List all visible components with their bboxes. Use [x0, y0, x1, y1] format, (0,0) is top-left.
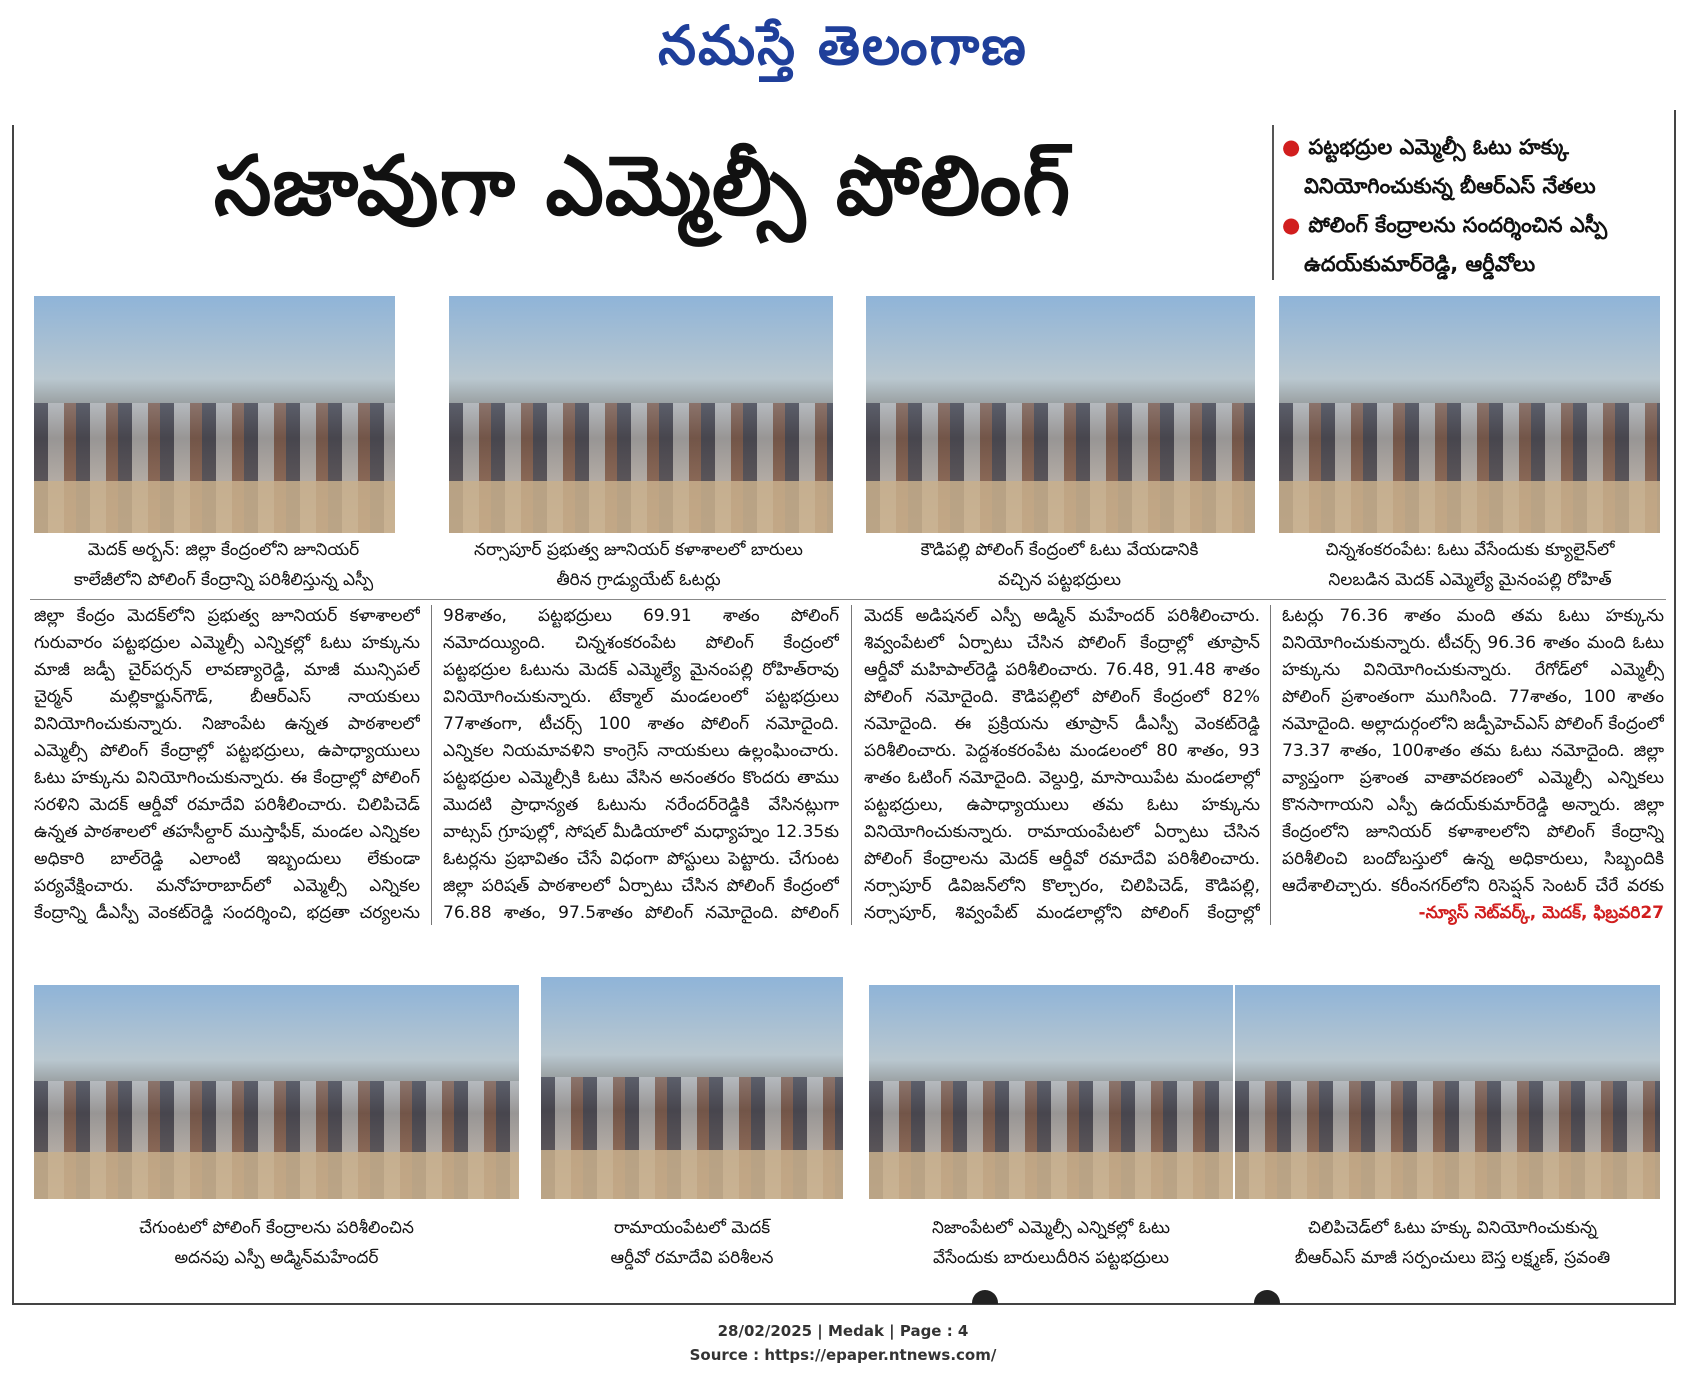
decor-bump [972, 1290, 998, 1304]
caption-top-1-line1: మెదక్ అర్బన్: జిల్లా కేంద్రంలోని జూనియర్ [87, 540, 360, 560]
photo-medak-urban [34, 296, 395, 533]
caption-top-1-line2: కాలేజీలోని పోలింగ్ కేంద్రాన్ని పరిశీలిస్తున్న ఎస్పీ [73, 570, 374, 590]
article-column-4: ఓటర్లు 76.36 శాతం మంది తమ ఓటు హక్కును వినియోగించుకున్నారు. టీచర్స్ 96.36 శాతం మంది ఓటు హక్కును వినియోగించుకున్నారు. రేగోడ్‌లో ఎమ్మెల్సీ పోలింగ్ ప్రశాంతంగా ముగిసింది. 77శాతం, 100 శాతం నమోదైంది. అల్లాదుర్గంలోని జడ్పీహెచ్ఎస్ పోలింగ్ కేంద్రంలో 73.37 శాతం, 100శాతం తమ ఓటు నమోదైంది. జిల్లా వ్యాప్తంగా ప్రశాంత వాతావరణంలో ఎమ్మెల్సీ ఎన్నికలు కొనసాగాయని ఎస్పీ ఉదయ్‌కుమార్‌రెడ్డి అన్నారు. జిల్లా కేంద్రంలోని జూనియర్ కళాశాలలోని పోలింగ్ కేంద్రాన్ని పరిశీలించి బందోబస్తులో ఉన్న అధికారులు, సిబ్బందికి ఆదేశాలిచ్చారు. కరీంనగర్‌లోని రిసెప్షన్ సెంటర్ చేరే వరకు [1282, 606, 1664, 896]
caption-top-3-line2: వచ్చిన పట్టభద్రులు [997, 570, 1122, 590]
news-credit: -న్యూస్ నెట్‌వర్క్, మెదక్, ఫిబ్రవరి27 [1418, 903, 1664, 923]
bullet-dot-icon: ● [1282, 213, 1301, 237]
caption-bottom-3 [862, 1213, 1240, 1273]
footer-edition: 28/02/2025 | Medak | Page : 4 [717, 1322, 969, 1340]
frame-left-rule [12, 125, 14, 1305]
photo-narsapur-queue [449, 296, 833, 533]
caption-top-3-line1: కౌడిపల్లి పోలింగ్ కేంద్రంలో ఓటు వేయడానికి [920, 540, 1199, 560]
photo-chinnashankarampet [1279, 296, 1660, 533]
highlight-2-line1: పోలింగ్ కేంద్రాలను సందర్శించిన ఎస్పీ [1308, 213, 1608, 237]
photo-kaudipalli-booth [866, 296, 1255, 533]
caption-top-4-line1: చిన్నశంకరంపేట: ఓటు వేసేందుకు క్యూలైన్‌లో [1325, 540, 1615, 560]
caption-bottom-4-line1: చిలిపిచెడ్‌లో ఓటు హక్కు వినియోగించుకున్న [1307, 1218, 1597, 1238]
caption-top-4 [1270, 535, 1670, 595]
column-rule [1270, 605, 1271, 925]
photo-nizampet [869, 985, 1233, 1199]
caption-top-2-line1: నర్సాపూర్ ప్రభుత్వ జూనియర్ కళాశాలలో బారులు [474, 540, 803, 560]
caption-bottom-1 [34, 1213, 519, 1273]
caption-rule [30, 599, 1666, 600]
column-rule [851, 605, 852, 925]
bullet-dot-icon: ● [1282, 135, 1301, 159]
footer-source-link[interactable]: Source : https://epaper.ntnews.com/ [689, 1346, 997, 1364]
highlight-2-line2: ఉదయ్‌కుమార్‌రెడ్డి, ఆర్డీవోలు [1304, 252, 1536, 276]
photo-ramayampet [541, 977, 843, 1199]
highlight-1 [1282, 128, 1674, 206]
photo-chilipiched [1235, 985, 1660, 1199]
caption-bottom-1-line2: అదనపు ఎస్పీ అడ్మిన్‌మహేందర్ [174, 1248, 379, 1268]
decor-bump [1254, 1290, 1280, 1304]
frame-bottom-rule [12, 1303, 1676, 1305]
highlights-divider [1272, 125, 1274, 280]
frame-right-rule [1674, 110, 1676, 1305]
highlight-2 [1282, 206, 1674, 284]
caption-top-4-line2: నిలబడిన మెదక్ ఎమ్మెల్యే మైనంపల్లి రోహిత్ [1328, 570, 1612, 590]
article-column-3: మెదక్ అడిషనల్ ఎస్పీ అడ్మిన్ మహేందర్ పరిశీలించారు. శివ్వంపేటలో ఏర్పాటు చేసిన పోలింగ్ కేంద్రాల్లో తూప్రాన్ ఆర్డీవో మహిపాల్‌రెడ్డి పరిశీలించారు. 76.48, 91.48 శాతం పోలింగ్ నమోదైంది. కౌడిపల్లిలో పోలింగ్ కేంద్రంలో 82% నమోదైంది. ఈ ప్రక్రియను తూప్రాన్ డీఎస్పీ వెంకట్‌రెడ్డి పరిశీలించారు. పెద్దశంకరంపేట మండలంలో 80 శాతం, 93 శాతం ఓటింగ్ నమోదైంది. వెల్దుర్తి, మాసాయిపేట మండలాల్లో పట్టభద్రులు, ఉపాధ్యాయులు తమ ఓటు హక్కును వినియోగించుకున్నారు. రామాయంపేటలో ఏర్పాటు చేసిన పోలింగ్ కేంద్రాలను మెదక్ ఆర్డీవో రమాదేవి పరిశీలించారు. నర్సాపూర్ డివిజన్‌లోని కొల్చారం, చిలిపిచెడ్, కౌడిపల్లి, నర్సాపూర్, శివ్వంపేట్ మండలాల్లోని పోలింగ్ కేంద్రాల్లో [864, 606, 1260, 923]
caption-bottom-3-line2: వేసేందుకు బారులుదీరిన పట్టభద్రులు [932, 1248, 1169, 1268]
caption-bottom-2 [530, 1213, 854, 1273]
article-column-1: జిల్లా కేంద్రం మెదక్‌లోని ప్రభుత్వ జూనియర్ కళాశాలలో గురువారం పట్టభద్రుల ఎమ్మెల్సీ ఎన్నికల్లో ఓటు హక్కును మాజీ జడ్పీ చైర్‌పర్సన్ లావణ్యారెడ్డి, మాజీ మున్సిపల్ చైర్మన్ మల్లికార్జున్‌గౌడ్, బీఆర్ఎస్ నాయకులు వినియోగించుకున్నారు. నిజాంపేట ఉన్నత పాఠశాలలో ఎమ్మెల్సీ పోలింగ్ కేంద్రాల్లో పట్టభద్రులు, ఉపాధ్యాయులు ఓటు హక్కును వినియోగించుకున్నారు. ఈ కేంద్రాల్లో పోలింగ్ సరళిని మెదక్ ఆర్డీవో రమాదేవి పరిశీలించారు. చిలిపిచెడ్ ఉన్నత పాఠశాలలో తహసీల్దార్ ముస్తాఫీక్, మండల ఎన్నికల అధికారి బాల్‌రెడ్డి ఎలాంటి ఇబ్బందులు లేకుండా పర్యవేక్షించారు. మనోహరాబాద్‌లో ఎమ్మెల్సీ ఎన్నికల కేంద్రాన్ని డీఎస్పీ వెంకట్‌రెడ్డి సందర్శించి, భద్రతా చర్యలను [34, 606, 420, 923]
caption-top-1 [26, 535, 421, 595]
caption-bottom-4 [1240, 1213, 1665, 1273]
highlight-1-line2: వినియోగించుకున్న బీఆర్ఎస్ నేతలు [1304, 174, 1596, 198]
caption-bottom-3-line1: నిజాంపేటలో ఎమ్మెల్సీ ఎన్నికల్లో ఓటు [931, 1218, 1171, 1238]
caption-bottom-1-line1: చేగుంటలో పోలింగ్ కేంద్రాలను పరిశీలించిన [139, 1218, 414, 1238]
article-column-2: 98శాతం, పట్టభద్రులు 69.91 శాతం పోలింగ్ నమోదయ్యింది. చిన్నశంకరంపేట పోలింగ్ కేంద్రంలో పట్టభద్రుల ఓటును మెదక్ ఎమ్మెల్యే మైనంపల్లి రోహిత్‌రావు వినియోగించుకున్నారు. టేక్మాల్ మండలంలో పట్టభద్రులు 77శాతంగా, టీచర్స్ 100 శాతం పోలింగ్ నమోదైంది. ఎన్నికల నియమావళిని కాంగ్రెస్ నాయకులు ఉల్లంఘించారు. పట్టభద్రుల ఎమ్మెల్సీకి ఓటు వేసిన అనంతరం కొందరు తాము మొదటి ప్రాధాన్యత ఓటును నరేందర్‌రెడ్డికి వేసినట్లుగా వాట్సప్ గ్రూపుల్లో, సోషల్ మీడియాలో మధ్యాహ్నం 12.35కు ఓటర్లను ప్రభావితం చేసే విధంగా పోస్టులు పెట్టారు. చేగుంట జిల్లా పరిషత్ పాఠశాలలో ఏర్పాటు చేసిన పోలింగ్ కేంద్రంలో 76.88 శాతం, 97.5శాతం పోలింగ్ నమోదైంది. పోలింగ్ [443, 606, 839, 923]
headline: సజావుగా ఎమ్మెల్సీ పోలింగ్ [213, 139, 1072, 234]
masthead-logo: నమస్తే తెలంగాణ [658, 13, 1028, 77]
caption-top-3 [857, 535, 1262, 595]
column-rule [431, 605, 432, 925]
caption-bottom-2-line2: ఆర్డీవో రమాదేవి పరిశీలన [610, 1248, 774, 1268]
photo-chegunta [34, 985, 519, 1199]
caption-bottom-4-line2: బీఆర్ఎస్ మాజీ సర్పంచులు బెస్త లక్ష్మణ్, స్రవంతి [1294, 1248, 1611, 1268]
caption-top-2 [436, 535, 841, 595]
caption-top-2-line2: తీరిన గ్రాడ్యుయేట్ ఓటర్లు [556, 570, 721, 590]
caption-bottom-2-line1: రామాయంపేటలో మెదక్ [613, 1218, 771, 1238]
highlight-1-line1: పట్టభద్రుల ఎమ్మెల్సీ ఓటు హక్కు [1308, 135, 1569, 159]
